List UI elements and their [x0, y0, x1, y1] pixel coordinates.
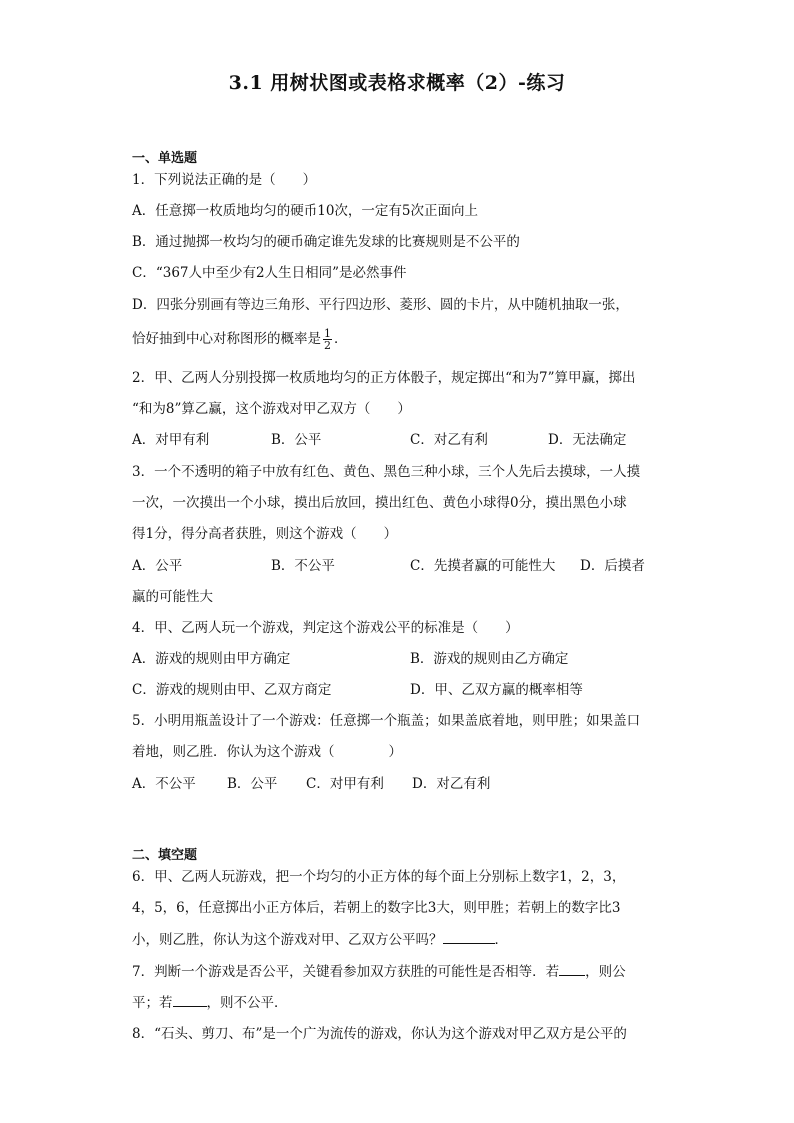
- question-3-option-d: D．后摸者: [580, 558, 645, 574]
- question-6-line-1: 6．甲、乙两人玩游戏，把一个均匀的小正方体的每个面上分别标上数字1，2，3，: [132, 869, 626, 885]
- fraction-one-half: [323, 328, 332, 351]
- question-5-option-b: B．公平: [227, 776, 278, 792]
- question-2-option-c: C．对乙有利: [410, 432, 488, 448]
- question-3-line-1: 3．一个不透明的箱子中放有红色、黄色、黑色三种小球，三个人先后去摸球，一人摸: [132, 464, 641, 480]
- answer-blank: [559, 961, 585, 976]
- question-6-line-3: [132, 929, 508, 950]
- question-1-option-d-text: 恰好抽到中心对称图形的概率是: [132, 331, 321, 347]
- question-5-option-a: A．不公平: [132, 776, 196, 792]
- section-heading-fill-in: 二、填空题: [132, 848, 198, 863]
- question-2-option-a: A．对甲有利: [132, 432, 210, 448]
- question-2-option-b: B．公平: [271, 432, 322, 448]
- question-7-line-1-text: 7．判断一个游戏是否公平，关键看参加双方获胜的可能性是否相等．若: [132, 964, 560, 980]
- fraction-numerator: 1: [324, 327, 331, 340]
- question-2-option-d: D．无法确定: [548, 432, 627, 448]
- question-3-option-b: B．不公平: [271, 558, 335, 574]
- question-8-line-1: 8．“石头、剪刀、布”是一个广为流传的游戏，你认为这个游戏对甲乙双方是公平的: [132, 1026, 627, 1042]
- question-4-stem: 4．甲、乙两人玩一个游戏，判定这个游戏公平的标准是（ ）: [132, 620, 519, 636]
- question-4-option-b: B．游戏的规则由乙方确定: [410, 651, 569, 667]
- question-1-option-a: A．任意掷一枚质地均匀的硬币10次，一定有5次正面向上: [132, 203, 479, 219]
- question-3-line-3: 得1分，得分高者获胜，则这个游戏（ ）: [132, 526, 398, 542]
- question-6-line-3-end: ．: [494, 932, 508, 948]
- answer-blank: [443, 929, 495, 944]
- question-7-line-2: [132, 992, 288, 1013]
- question-1-option-d: D．四张分别画有等边三角形、平行四边形、菱形、圆的卡片，从中随机抽取一张，: [132, 297, 629, 313]
- question-4-option-d: D．甲、乙双方赢的概率相等: [410, 682, 583, 698]
- question-7-line-2-text: 平；若: [132, 995, 173, 1011]
- question-7-line-2-end: ，则不公平．: [206, 995, 288, 1011]
- question-4-option-a: A．游戏的规则由甲方确定: [132, 651, 291, 667]
- question-5-line-2: 着地，则乙胜．你认为这个游戏（ ）: [132, 744, 402, 760]
- question-1-option-d-continued: [132, 328, 348, 351]
- question-5-option-d: D．对乙有利: [412, 776, 491, 792]
- question-1-option-b: B．通过抛掷一枚均匀的硬币确定谁先发球的比赛规则是不公平的: [132, 234, 520, 250]
- question-3-option-c: C．先摸者赢的可能性大: [410, 558, 556, 574]
- answer-blank: [173, 992, 207, 1007]
- question-1-option-d-end: ．: [334, 331, 348, 347]
- question-3-option-d-continued: 赢的可能性大: [132, 589, 213, 605]
- question-5-line-1: 5．小明用瓶盖设计了一个游戏：任意掷一个瓶盖；如果盖底着地，则甲胜；如果盖口: [132, 713, 641, 729]
- fraction-denominator: 2: [324, 339, 331, 352]
- question-2-line-2: “和为8”算乙赢，这个游戏对甲乙双方（ ）: [132, 401, 411, 417]
- question-7-line-1: [132, 961, 626, 982]
- question-1-stem: 1．下列说法正确的是（ ）: [132, 172, 317, 188]
- question-5-option-c: C．对甲有利: [306, 776, 384, 792]
- section-heading-single-choice: 一、单选题: [132, 151, 198, 166]
- question-4-option-c: C．游戏的规则由甲、乙双方商定: [132, 682, 332, 698]
- question-1-option-c: C．“367人中至少有2人生日相同”是必然事件: [132, 265, 407, 281]
- question-7-line-1-end: ，则公: [585, 964, 626, 980]
- question-2-line-1: 2．甲、乙两人分别投掷一枚质地均匀的正方体骰子，规定掷出“和为7”算甲赢，掷出: [132, 370, 636, 386]
- question-3-line-2: 一次，一次摸出一个小球，摸出后放回，摸出红色、黄色小球得0分，摸出黑色小球: [132, 495, 627, 511]
- page-title: 3.1 用树状图或表格求概率（2）-练习: [228, 72, 566, 94]
- question-6-line-3-text: 小，则乙胜，你认为这个游戏对甲、乙双方公平吗？: [132, 932, 443, 948]
- question-6-line-2: 4，5，6，任意掷出小正方体后，若朝上的数字比3大，则甲胜；若朝上的数字比3: [132, 900, 621, 916]
- question-3-option-a: A．公平: [132, 558, 183, 574]
